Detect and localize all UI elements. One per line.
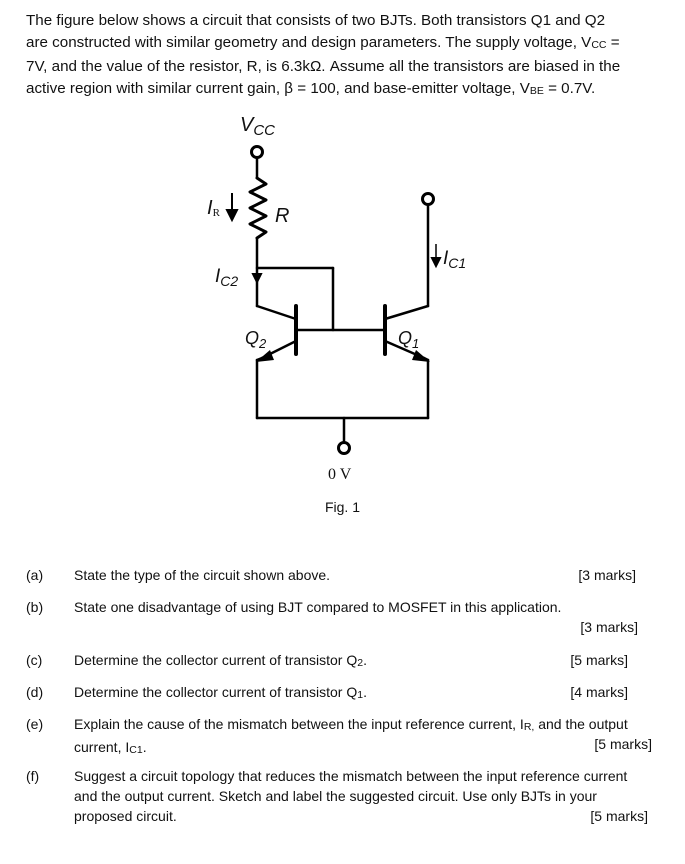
question-a-marks: [3 marks] — [578, 567, 636, 583]
question-a — [26, 565, 636, 585]
question-d — [26, 682, 628, 702]
intro-line-4: active region with similar current gain, β = 100, and base-emitter voltage, VBE = 0.7V. — [26, 79, 596, 97]
question-f-label: (f) — [26, 768, 40, 784]
question-c-marks: [5 marks] — [570, 652, 628, 668]
question-c — [26, 650, 628, 670]
q1-collector-terminal — [423, 194, 434, 205]
q2-label: $Q_2$ — [245, 328, 267, 351]
ground-terminal — [339, 443, 350, 454]
r-label: R — [275, 205, 290, 227]
question-f-text: Suggest a circuit topology that reduces the mismatch between the input reference current and the output current. Sketch and label the suggested circuit. Use only BJTs in your proposed circuit. — [74, 768, 628, 824]
question-b — [26, 597, 636, 637]
question-e — [26, 714, 652, 754]
ir-label: IR — [207, 197, 220, 219]
intro-line-1: The figure below shows a circuit that consists of two BJTs. Both transistors Q1 and Q2 — [26, 12, 606, 29]
question-f-marks: [5 marks] — [590, 808, 648, 824]
question-c-text: Determine the collector current of transistor Q2. — [74, 652, 367, 669]
question-e-label: (e) — [26, 716, 44, 732]
vcc-label: $V_{CC}$ — [240, 114, 276, 139]
q2-emitter-arrow — [256, 350, 274, 362]
question-b-label: (b) — [26, 599, 44, 615]
ic2-arrow-icon — [253, 274, 261, 282]
question-a-text: State the type of the circuit shown above. — [74, 567, 331, 583]
figure-caption: Fig. 1 — [324, 499, 360, 515]
q1-emitter-arrow — [412, 350, 430, 362]
question-d-label: (d) — [26, 684, 44, 700]
question-e-text: Explain the cause of the mismatch between the input reference current, IR, and the output current, IC1. — [74, 716, 628, 756]
problem-statement — [26, 10, 658, 102]
ic2-label: $I_{C2}$ — [215, 266, 239, 289]
intro-line-2: are constructed with similar geometry and design parameters. The supply voltage, VCC = — [26, 33, 620, 51]
question-d-text: Determine the collector current of transistor Q1. — [74, 684, 367, 701]
question-e-marks: [5 marks] — [594, 736, 652, 752]
question-b-text: State one disadvantage of using BJT compared to MOSFET in this application. — [74, 599, 562, 615]
ir-arrow-icon — [227, 210, 237, 220]
question-b-marks: [3 marks] — [580, 619, 638, 635]
question-c-label: (c) — [26, 652, 43, 668]
question-d-marks: [4 marks] — [570, 684, 628, 700]
resistor-r — [250, 178, 266, 238]
ground-label: 0 V — [328, 466, 352, 483]
vcc-terminal — [252, 147, 263, 158]
question-a-label: (a) — [26, 567, 44, 583]
question-f — [26, 766, 652, 826]
ic1-label: $I_{C1}$ — [443, 248, 467, 271]
current-mirror-circuit-diagram — [0, 108, 685, 498]
q1-label: $Q_1$ — [398, 328, 420, 351]
intro-line-3: 7V, and the value of the resistor, R, is 6.3kΩ. Assume all the transistors are biased in the — [26, 58, 621, 75]
ic1-arrow-icon — [432, 258, 440, 266]
